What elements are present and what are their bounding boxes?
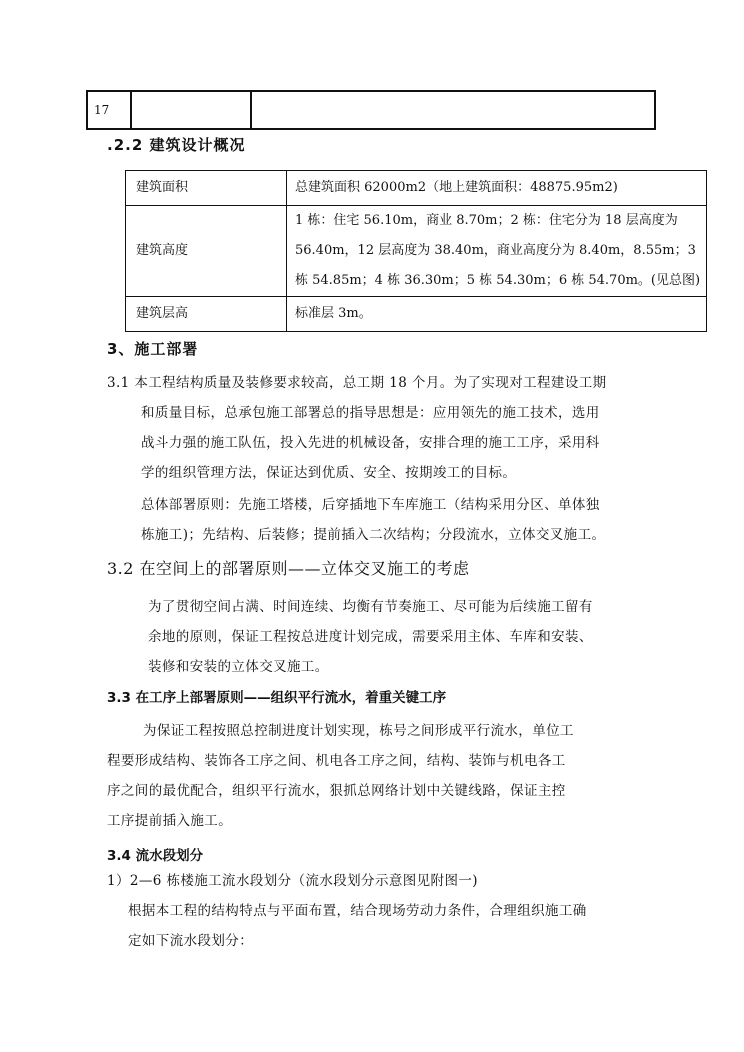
row-content [287, 206, 707, 297]
text-line: 程要形成结构、装饰各工序之间、机电各工序之间，结构、装饰与机电各工 [107, 753, 566, 769]
content-line: 1 栋：住宅 56.10m，商业 8.70m；2 栋：住宅分为 18 层高度为 [295, 213, 678, 228]
text-line: 装修和安装的立体交叉施工。 [148, 659, 329, 675]
text-line: 为保证工程按照总控制进度计划实现，栋号之间形成平行流水，单位工 [143, 723, 574, 739]
paragraph-3-1 [107, 368, 607, 488]
text-line: 工序提前插入施工。 [107, 813, 233, 829]
section-heading-3-3: 3.3 在工序上部署原则——组织平行流水，着重关键工序 [107, 690, 447, 706]
paragraph-3-4 [128, 896, 587, 956]
row-label: 建筑面积 [126, 171, 287, 206]
row-label: 建筑层高 [126, 297, 287, 332]
section-heading-3-4: 3.4 流水段划分 [107, 848, 204, 864]
table-row [126, 171, 707, 206]
row-content [287, 171, 707, 206]
section-heading-3-2: 3.2 在空间上的部署原则——立体交叉施工的考虑 [107, 559, 470, 578]
section-heading-2-2: .2.2 建筑设计概况 [107, 136, 246, 154]
design-overview-table [125, 170, 707, 332]
content-line: 56.40m，12 层高度为 38.40m，商业高度分为 8.40m，8.55m；3 [295, 243, 696, 258]
table-row [126, 297, 707, 332]
text-line: 序之间的最优配合，组织平行流水，狠抓总网络计划中关键线路，保证主控 [107, 783, 566, 799]
paragraph-principle [141, 490, 605, 550]
text-line: 栋施工)；先结构、后装修；提前插入二次结构；分段流水，立体交叉施工。 [141, 527, 606, 543]
top-table [86, 90, 656, 130]
content-line: 标准层 3m。 [295, 306, 372, 321]
empty-cell [251, 91, 655, 129]
content-line: 总建筑面积 62000m2（地上建筑面积：48875.95m2) [295, 180, 618, 195]
text-line: 余地的原则，保证工程按总进度计划完成，需要采用主体、车库和安装、 [148, 629, 593, 645]
row-label: 建筑高度 [126, 206, 287, 297]
empty-cell [131, 91, 251, 129]
text-line: 为了贯彻空间占满、时间连续、均衡有节奏施工、尽可能为后续施工留有 [148, 599, 593, 615]
content-line: 栋 54.85m；4 栋 36.30m；5 栋 54.30m；6 栋 54.70m。(见总图) [295, 273, 701, 288]
text-line: 战斗力强的施工队伍，投入先进的机械设备，安排合理的施工工序，采用科 [141, 435, 600, 451]
paragraph-3-2 [148, 592, 593, 682]
text-line: 学的组织管理方法，保证达到优质、安全、按期竣工的目标。 [141, 465, 517, 481]
text-line: 和质量目标，总承包施工部署总的指导思想是：应用领先的施工技术，选用 [141, 405, 600, 421]
list-item-3-4: 1）2—6 栋楼施工流水段划分（流水段划分示意图见附图一) [107, 873, 478, 889]
row-content [287, 297, 707, 332]
section-heading-3: 3、施工部署 [107, 340, 199, 358]
text-line: 3.1 本工程结构质量及装修要求较高，总工期 18 个月。为了实现对工程建设工期 [107, 375, 607, 391]
text-line: 根据本工程的结构特点与平面布置，结合现场劳动力条件，合理组织施工确 [128, 903, 587, 919]
table-row [126, 206, 707, 297]
text-line: 总体部署原则：先施工塔楼，后穿插地下车库施工（结构采用分区、单体独 [141, 497, 600, 513]
row-number-cell: 17 [87, 91, 131, 129]
text-line: 定如下流水段划分： [128, 933, 254, 949]
table-row [87, 91, 655, 129]
paragraph-3-3 [107, 716, 574, 836]
